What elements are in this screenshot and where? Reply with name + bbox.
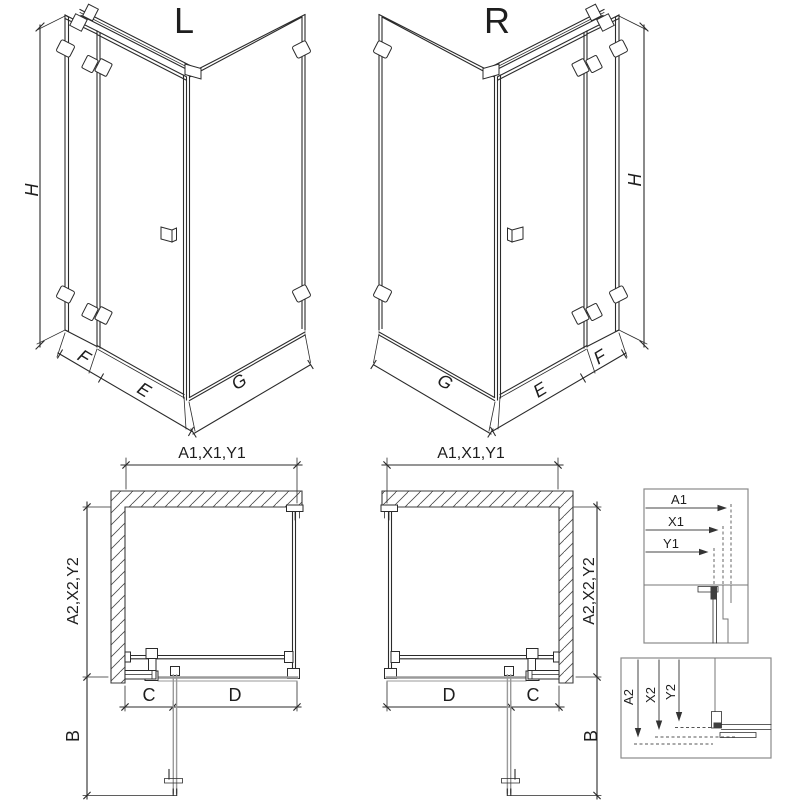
- side-panel-bracket-bottom: [292, 284, 311, 302]
- dim-side-right: G: [433, 369, 457, 395]
- dim-g-lines: [189, 334, 313, 437]
- dim-f-e-lines: [57, 333, 193, 436]
- enclosure-3d-geometry-left: [36, 4, 313, 437]
- enclosure-3d-geometry-right: [371, 4, 648, 437]
- dim-door-right: E: [529, 378, 551, 402]
- view-label-left: L: [173, 0, 195, 41]
- wall-bracket-bottom: [56, 285, 75, 303]
- dim-fixed-right: F: [590, 345, 610, 369]
- detail-a2-label: A2: [621, 689, 636, 705]
- detail-y2-label: Y2: [663, 684, 678, 700]
- detail-a1-label: A1: [671, 492, 687, 507]
- plan-c-right: C: [526, 685, 540, 705]
- side-panel-bracket-top: [292, 40, 311, 58]
- plan-b-left: B: [63, 729, 83, 743]
- dim-height-right: H: [625, 173, 645, 187]
- side-panel: [190, 15, 306, 401]
- plan-glass-top-bracket: [287, 505, 304, 512]
- wall-section-right-plan: [382, 491, 573, 683]
- depth-detail-profile: [712, 712, 772, 738]
- detail-x1-label: X1: [668, 514, 684, 529]
- view-label-right: R: [484, 0, 510, 41]
- dim-height-left: H: [22, 183, 42, 197]
- plan-dim-depth-lines: [83, 502, 176, 799]
- door-handle-knob: [161, 227, 177, 242]
- detail-x2-label: X2: [643, 687, 658, 703]
- plan-width-dim-right: A1,X1,Y1: [437, 445, 505, 462]
- dim-door-left: E: [133, 378, 155, 402]
- depth-detail-box: [621, 658, 771, 758]
- plan-side-glass: [293, 508, 296, 676]
- dim-fixed-left: F: [74, 345, 94, 369]
- wall-section-left-plan: [111, 491, 302, 683]
- plan-open-door: [165, 667, 183, 796]
- plan-d-left: D: [228, 685, 242, 705]
- detail-y1-label: Y1: [663, 536, 679, 551]
- plan-depth-dim-left: A2,X2,Y2: [65, 557, 82, 625]
- wall-bracket-top: [56, 39, 75, 57]
- dim-side-left: G: [227, 369, 251, 395]
- door-top-edge: [97, 31, 186, 80]
- width-detail-box: [644, 489, 748, 643]
- door-hinge-edge: [97, 31, 100, 348]
- corner-post: [184, 74, 190, 401]
- plan-depth-dim-right: A2,X2,Y2: [581, 557, 598, 625]
- plan-width-dim-left: A1,X1,Y1: [178, 445, 246, 462]
- plan-b-right: B: [581, 729, 601, 743]
- width-detail-profile: [698, 585, 731, 643]
- plan-d-right: D: [442, 685, 456, 705]
- plan-c-left: C: [142, 685, 156, 705]
- wall-profile-left: [65, 15, 69, 332]
